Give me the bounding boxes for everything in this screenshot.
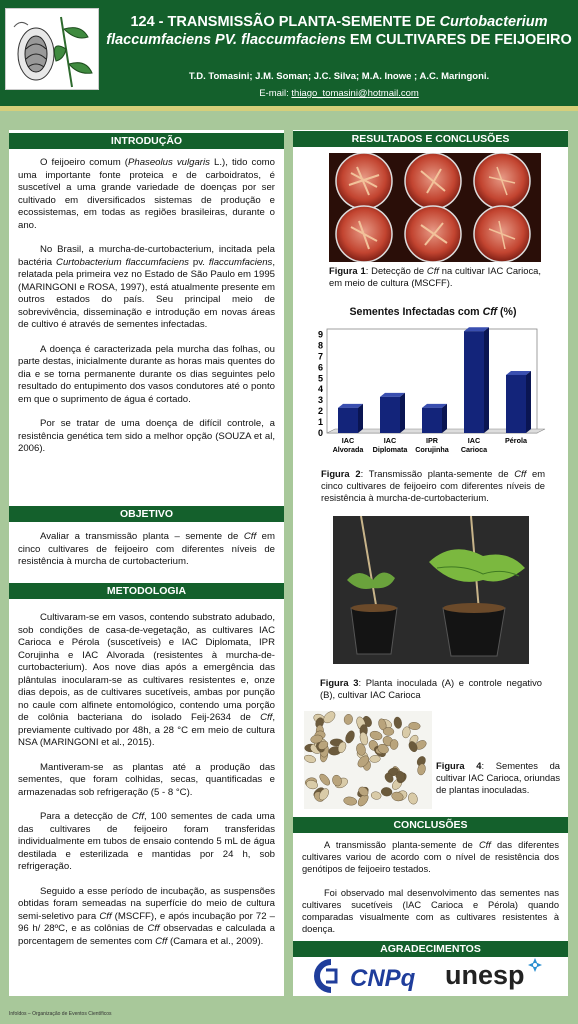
bean-seed [343, 714, 353, 725]
x-tick-label: IAC Carioca [460, 436, 488, 454]
bean-seed [408, 722, 420, 730]
authors: T.D. Tomasini; J.M. Soman; J.C. Silva; M.A. Inowe ; A.C. Maringoni. [188, 71, 490, 82]
infected-seeds-bar-chart [311, 323, 551, 469]
y-tick-label: 5 [317, 373, 323, 384]
intro-text: O feijoeiro comum (Phaseolus vulgaris L.), tido como uma importante fonte proteica e de carboidratos, é suscetível a uma grande variedade de doenças por ser cultivado em diversificados sistemas de produção e ecossistemas, em todas as regiões brasileiras, durante o ano. No Brasil, a murcha-de-curtobacterium, incitada pela bactéria Curtobacterium flaccumfaciens pv. flaccumfaciens, relatada pela primeira vez no Estado de São Paulo em 1995 (MARINGONI e ROSA, 1997), está atualmente presente em outros estados do país. Seu principal meio de sobrevivência, disseminação e introdução em novas áreas de cultivo é através de sementes infectadas. A doença é caracterizada pela murcha das folhas, ou parte destas, inicialmente durante as horas mais quentes do dia e se torna permanente durante os dias seguintes pelo resultado do entupimento dos vasos condutores até o ponto em que o suprimento de água é cortado. Por se tratar de uma doença de difícil controle, a resistência genética tem sido a melhor opção (SOUZA et al, 2006). [18, 157, 276, 454]
y-tick-label: 0 [317, 428, 323, 438]
bar [464, 331, 484, 433]
bar-side-face [358, 404, 363, 433]
bar [506, 375, 526, 433]
bean-seed [344, 729, 356, 744]
bean-plant-illustration-logo [5, 8, 99, 90]
section-heading-introducao: INTRODUÇÃO [9, 133, 284, 149]
bean-seed [318, 772, 332, 787]
figure-4-caption: Figura 4: Sementes da cultivar IAC Carioca, oriundas de plantas inoculadas. [436, 760, 561, 795]
bean-seed [381, 787, 393, 797]
bar [422, 408, 442, 433]
petri-dishes-photo [329, 153, 541, 262]
bar [380, 397, 400, 433]
contact-email: E-mail: thiago_tomasini@hotmail.com [259, 88, 419, 99]
bar-side-face [442, 404, 447, 433]
footer-organizer: Infoldos – Organização de Eventos Científicos [9, 1011, 112, 1017]
bar-side-face [526, 371, 531, 433]
section-heading-objetivo: OBJETIVO [9, 506, 284, 522]
bean-seed [407, 792, 419, 806]
bean-seed [407, 740, 419, 753]
x-tick-label: IAC Alvorada [332, 436, 364, 454]
y-tick-label: 7 [317, 351, 323, 362]
right-column [293, 130, 568, 996]
unesp-wordmark: unesp [445, 960, 525, 990]
bean-seeds-photo [304, 711, 432, 809]
section-heading-conclusoes: CONCLUSÕES [293, 817, 568, 833]
y-tick-label: 8 [317, 340, 323, 351]
x-tick-label: IAC Diplomata [372, 436, 408, 454]
figure-3-caption: Figura 3: Planta inoculada (A) e controle negativo (B), cultivar IAC Carioca [320, 677, 542, 700]
bar-side-face [400, 393, 405, 433]
bean-seed [321, 711, 337, 725]
section-heading-resultados: RESULTADOS E CONCLUSÕES [293, 131, 568, 147]
left-column [9, 130, 284, 996]
y-tick-label: 6 [317, 362, 323, 373]
unesp-logo [443, 957, 553, 993]
bean-seed [370, 791, 381, 800]
bean-seed [369, 730, 383, 741]
section-heading-metodologia: METODOLOGIA [9, 583, 284, 599]
bar [338, 408, 358, 433]
bean-seed [383, 727, 394, 736]
bean-seed [343, 796, 357, 806]
cnpq-wordmark: CNPq [350, 965, 416, 992]
x-tick-label: Pérola [505, 436, 527, 445]
y-tick-label: 3 [317, 395, 323, 406]
objetivo-text: Avaliar a transmissão planta – semente de Cff em cinco cultivares de feijoeiro com diferentes níveis de resistência à murcha de curtobacterium. [18, 531, 275, 567]
bar-side-face [484, 327, 489, 433]
chart-title: Sementes Infectadas com Cff (%) [349, 306, 517, 318]
poster-header [0, 0, 578, 106]
section-heading-agradecimentos: AGRADECIMENTOS [293, 941, 568, 957]
y-tick-label: 4 [317, 384, 323, 395]
y-tick-label: 2 [317, 406, 323, 417]
y-tick-label: 1 [317, 417, 323, 428]
bean-seed [393, 716, 402, 729]
metodologia-text: Cultivaram-se em vasos, contendo substrato adubado, sob condições de casa-de-vegetação, as cultivares IAC Carioca e Pérola (suscetíveis) e IAC Diplomata, IPR Corujinha e IAC Alvorada (resistentes à murcha-de-curtobacterium). Aos nove dias após a emergência das plântulas inocularam-se as cultivares resistentes e, onze dias depois, as de cultivares sucetíveis, ambas por punção no caule com alfinete entomológico, contendo uma porção de colônia bacteriana do isolado Feij-2634 de Cff, previamente cultivado por 48h, a 28 °C em meio de cultura NSA (MARINGONI et al., 2015). Mantiveram-se as plantas até a produção das sementes, que foram colhidas, secas, quantificadas e armazenadas sob refrigeração (5 - 8 °C). Para a detecção de Cff, 100 sementes de cada uma das cultivares de feijoeiro foram transferidas individualmente em tubos de ensaio contendo 5 mL de água destilada e esterilizada e mantidas por 24 h, sob refrigeração. Seguido a esse período de incubação, as suspensões obtidas foram semeadas na superfície do meio de cultura semi-seletivo para Cff (MSCFF), e após incubação por 72 – 96 h/ 28ºC, e as colônias de Cff observadas e calculada a porcentagem de sementes com Cff (Camara et al., 2009). [18, 612, 276, 947]
conclusoes-text: A transmissão planta-semente de Cff das diferentes cultivares variou de acordo com o nível de resistência dos genótipos de feijoeiro testados. Foi observado mal desenvolvimento das sementes nas cultivares sucetíveis (IAC Carioca e Pérola) quando comparadas visualmente com as cultivares resistentes à doença. [302, 840, 559, 934]
figure-2-caption: Figura 2: Transmissão planta-semente de Cff em cinco cultivares de feijoeiro com diferentes níveis de resistência à murcha-de-curtobacterium. [321, 468, 546, 503]
poster-title: 124 - TRANSMISSÃO PLANTA-SEMENTE DE Curtobacterium flaccumfaciens PV. flaccumfaciens EM CULTIVARES DE FEIJOEIRO [106, 14, 572, 48]
x-tick-label: IPR Corujinha [415, 436, 449, 454]
y-tick-label: 9 [317, 329, 323, 340]
email-link[interactable]: thiago_tomasini@hotmail.com [291, 88, 419, 99]
figure-1-caption: Figura 1: Detecção de Cff na cultivar IAC Carioca, em meio de cultura (MSCFF). [329, 265, 541, 288]
header-divider-stripe [0, 106, 578, 111]
bean-seed [304, 754, 317, 764]
potted-plants-photo [333, 516, 529, 664]
cnpq-logo [314, 959, 424, 993]
